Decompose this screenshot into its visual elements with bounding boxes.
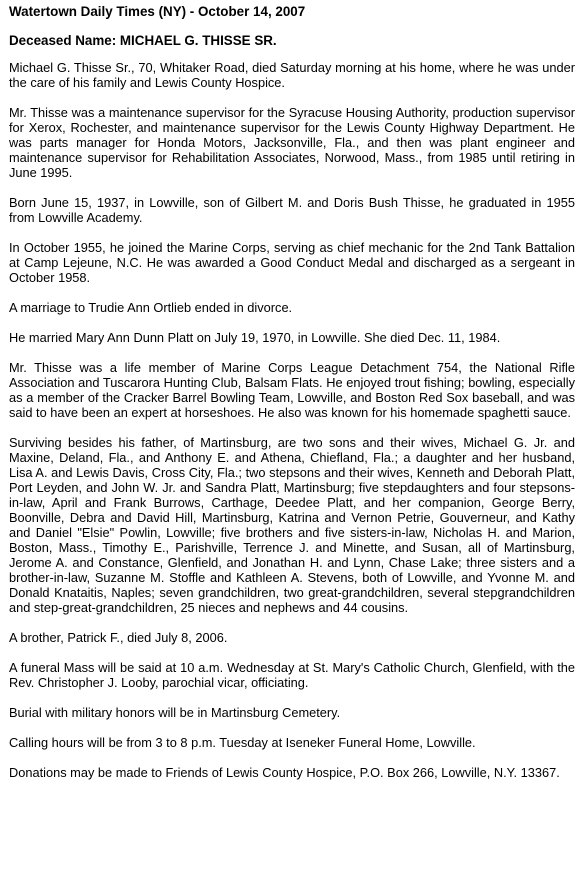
obituary-paragraph-birth: Born June 15, 1937, in Lowville, son of Gilbert M. and Doris Bush Thisse, he graduated in 1955 from Lowville Academy. xyxy=(9,195,575,225)
obituary-paragraph-second-marriage: He married Mary Ann Dunn Platt on July 19, 1970, in Lowville. She died Dec. 11, 1984. xyxy=(9,330,501,345)
obituary-paragraph-donations: Donations may be made to Friends of Lewis County Hospice, P.O. Box 266, Lowville, N.Y. 13367. xyxy=(9,765,560,780)
obituary-paragraph-memberships: Mr. Thisse was a life member of Marine Corps League Detachment 754, the National Rifle Association and Tuscarora Hunting Club, Balsam Flats. He enjoyed trout fishing; bowling, especially as a member of the Cracker Barrel Bowling Team, Lowville, and Boston Red Sox baseball, and was said to have been an expert at horseshoes. He also was known for his homemade spaghetti sauce. xyxy=(9,360,575,420)
obituary-paragraph-predeceased: A brother, Patrick F., died July 8, 2006. xyxy=(9,630,228,645)
deceased-name-heading: Deceased Name: MICHAEL G. THISSE SR. xyxy=(9,33,277,48)
obituary-paragraph-calling-hours: Calling hours will be from 3 to 8 p.m. Tuesday at Iseneker Funeral Home, Lowville. xyxy=(9,735,476,750)
obituary-paragraph-first-marriage: A marriage to Trudie Ann Ortlieb ended in divorce. xyxy=(9,300,293,315)
obituary-paragraph-survivors: Surviving besides his father, of Martinsburg, are two sons and their wives, Michael G. Jr. and Maxine, Deland, Fla., and Anthony E. and Athena, Chiefland, Fla.; a daughter and her husband, Lisa A. and Lewis Davis, Cross City, Fla.; two stepsons and their wives, Kenneth and Deborah Platt, Port Leyden, and John W. Jr. and Sandra Platt, Martinsburg; five stepdaughters and four stepsons-in-law, April and Frank Burrows, Carthage, Deedee Platt, and her companion, George Berry, Boonville, Debra and David Hill, Martinsburg, Katrina and Vernon Petrie, Gouverneur, and Kathy and Daniel "Elsie" Powlin, Lowville; five brothers and five sisters-in-law, Nicholas H. and Marion, Boston, Mass., Timothy E., Parishville, Terrence J. and Minette, and Susan, all of Martinsburg, Jerome A. and Constance, Glenfield, and Jonathan H. and Lynn, Chase Lake; three sisters and a brother-in-law, Suzanne M. Stoffle and Kathleen A. Stevens, both of Lowville, and Yvonne M. and Donald Knataitis, Naples; seven grandchildren, two great-grandchildren, several stepgrandchildren and step-great-grandchildren, 25 nieces and nephews and 44 cousins. xyxy=(9,435,575,615)
obituary-paragraph-career: Mr. Thisse was a maintenance supervisor for the Syracuse Housing Authority, production supervisor for Xerox, Rochester, and maintenance supervisor for the Lewis County Highway Department. He was parts manager for Honda Motors, Jacksonville, Fla., and then was plant engineer and maintenance supervisor for Rehabilitation Associates, Norwood, Mass., from 1985 until retiring in June 1995. xyxy=(9,105,575,180)
newspaper-source-heading: Watertown Daily Times (NY) - October 14, 2007 xyxy=(9,4,306,19)
obituary-paragraph-funeral-mass: A funeral Mass will be said at 10 a.m. Wednesday at St. Mary's Catholic Church, Glenfield, with the Rev. Christopher J. Looby, parochial vicar, officiating. xyxy=(9,660,575,690)
obituary-paragraph-burial: Burial with military honors will be in Martinsburg Cemetery. xyxy=(9,705,341,720)
obituary-paragraph-death-notice: Michael G. Thisse Sr., 70, Whitaker Road, died Saturday morning at his home, where he was under the care of his family and Lewis County Hospice. xyxy=(9,60,575,90)
obituary-paragraph-military: In October 1955, he joined the Marine Corps, serving as chief mechanic for the 2nd Tank Battalion at Camp Lejeune, N.C. He was awarded a Good Conduct Medal and discharged as a sergeant in October 1958. xyxy=(9,240,575,285)
obituary-document xyxy=(9,4,575,780)
